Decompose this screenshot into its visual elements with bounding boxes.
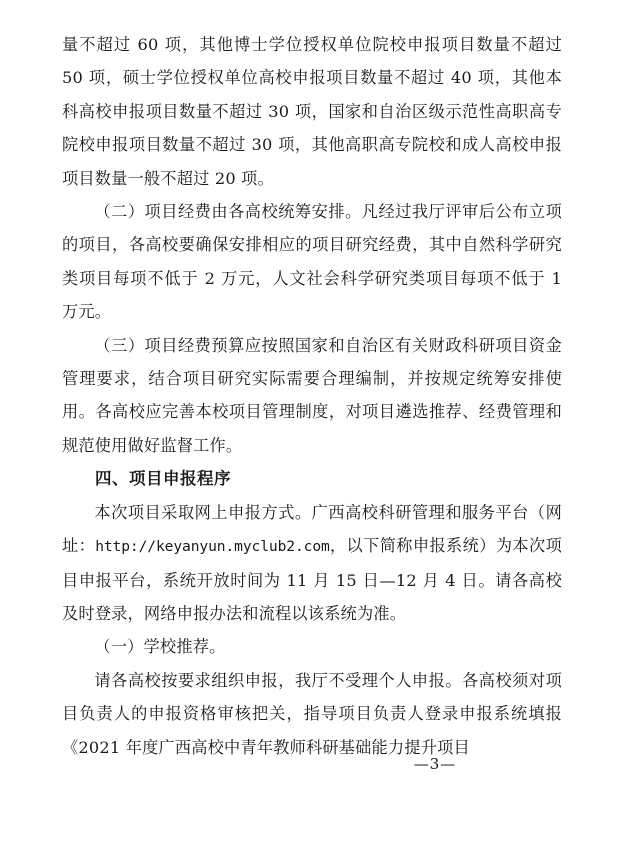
paragraph-item-one-school-recommend: （一）学校推荐。: [94, 637, 226, 657]
paragraph-item-two-funding: （二）项目经费由各高校统筹安排。凡经过我厅评审后公布立项的项目，各高校要确保安排相应的项目研究经费，其中自然科学研究类项目每项不低于 2 万元，人文社会科学研究类项目每项不低于 1 万元。: [62, 202, 562, 322]
paragraph-online-platform: [62, 496, 562, 631]
platform-url: http://keyanyun.myclub2.com: [95, 538, 330, 556]
section-heading-application-procedure: 四、项目申报程序: [95, 469, 231, 489]
document-body: [62, 28, 562, 764]
page-number: —3—: [413, 755, 457, 773]
paragraph-application-organization: 请各高校按要求组织申报，我厅不受理个人申报。各高校须对项目负责人的申报资格审核把关，指导项目负责人登录申报系统填报《2021 年度广西高校中青年教师科研基础能力提升项目: [62, 670, 562, 757]
paragraph-item-three-budget: （三）项目经费预算应按照国家和自治区有关财政科研项目资金管理要求，结合项目研究实际需要合理编制，并按规定统筹安排使用。各高校应完善本校项目管理制度，对项目遴选推荐、经费管理和规范使用做好监督工作。: [62, 335, 562, 455]
paragraph-quota-limits: 量不超过 60 项，其他博士学位授权单位院校申报项目数量不超过 50 项，硕士学位授权单位高校申报项目数量不超过 40 项，其他本科高校申报项目数量不超过 30 项，国家和自治区级示范性高职高专院校申报项目数量不超过 30 项，其他高职高专院校和成人高校申报项目数量一般不超过 20 项。: [62, 35, 562, 188]
paragraph-online-platform-before: 本次项目采取网上申报方式。广西高校科研管理和服务平台（网址：: [62, 502, 562, 556]
paragraph-online-platform-after: ，以下简称申报系统）为本次项目申报平台，系统开放时间为 11 月 15 日—12 月 4 日。请各高校及时登录，网络申报办法和流程以该系统为准。: [62, 536, 562, 623]
